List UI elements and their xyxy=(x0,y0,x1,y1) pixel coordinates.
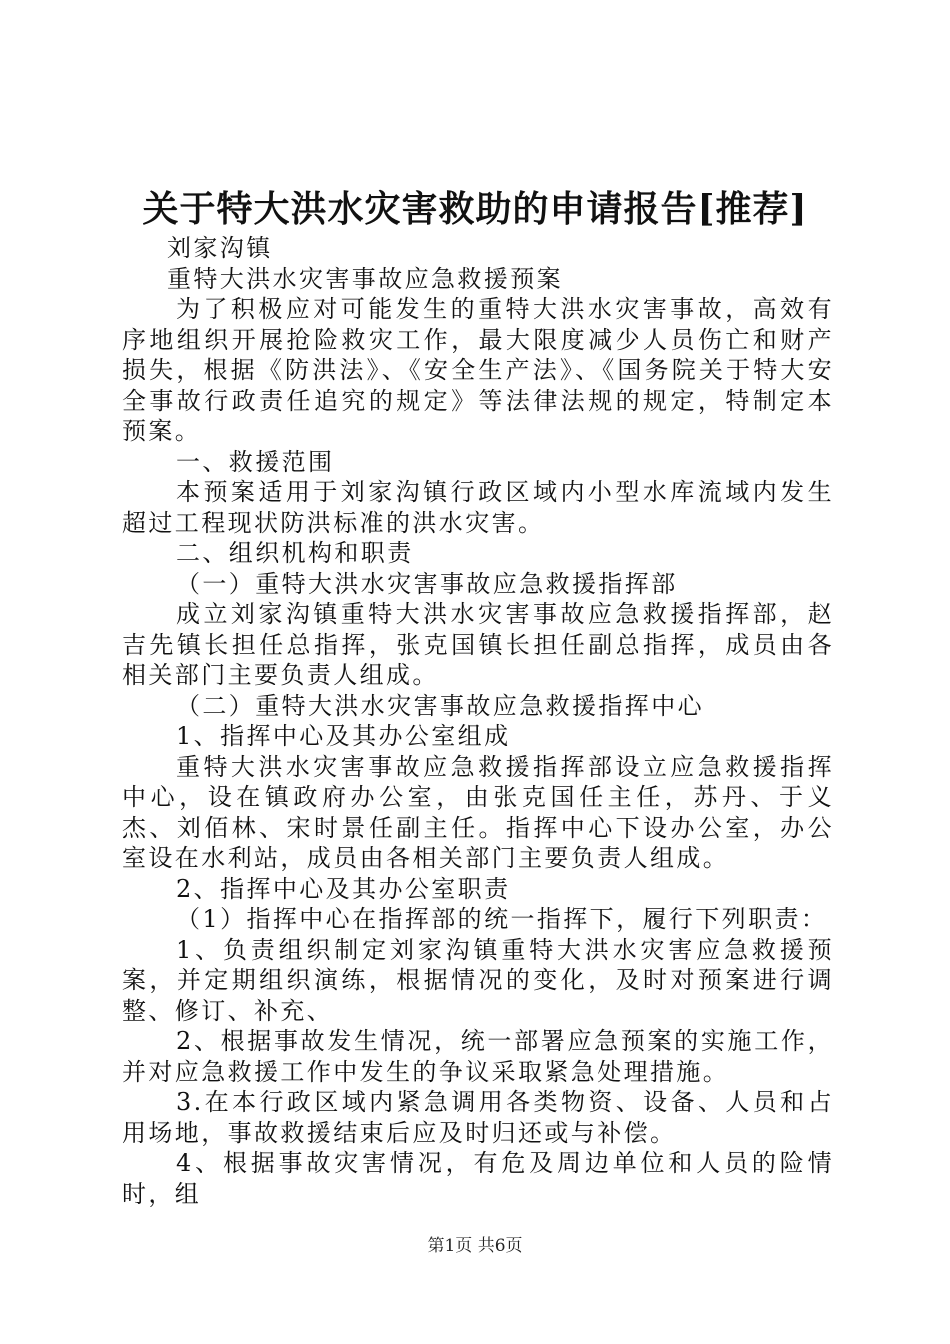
item-heading-center-composition: 1、指挥中心及其办公室组成 xyxy=(176,722,511,750)
document-body xyxy=(122,233,834,1209)
duty-item-4: 4、根据事故灾害情况，有危及周边单位和人员的险情时，组 xyxy=(122,1149,834,1208)
paragraph-duties-intro: （1）指挥中心在指挥部的统一指挥下，履行下列职责： xyxy=(176,905,828,933)
item-heading-center-duties: 2、指挥中心及其办公室职责 xyxy=(176,874,511,903)
duty-item-2: 2、根据事故发生情况，统一部署应急预案的实施工作，并对应急救援工作中发生的争议采取紧急处理措施。 xyxy=(122,1027,834,1086)
paragraph-center-composition: 重特大洪水灾害事故应急救援指挥部设立应急救援指挥中心，设在镇政府办公室，由张克国任主任，苏丹、于义杰、刘佰林、宋时景任副主任。指挥中心下设办公室，办公室设在水利站，成员由各相关部门主要负责人组成。 xyxy=(122,752,834,872)
paragraph-command: 成立刘家沟镇重特大洪水灾害事故应急救援指挥部，赵吉先镇长担任总指挥，张克国镇长担任副总指挥，成员由各相关部门主要负责人组成。 xyxy=(122,600,834,689)
paragraph-scope: 本预案适用于刘家沟镇行政区域内小型水库流域内发生超过工程现状防洪标准的洪水灾害。 xyxy=(122,478,834,537)
subsection-heading-command: （一）重特大洪水灾害事故应急救援指挥部 xyxy=(176,569,678,598)
section-heading-organization: 二、组织机构和职责 xyxy=(176,539,414,567)
subsection-heading-center: （二）重特大洪水灾害事故应急救援指挥中心 xyxy=(176,691,704,720)
section-heading-scope: 一、救援范围 xyxy=(176,447,335,476)
paragraph-plan-name: 重特大洪水灾害事故应急救援预案 xyxy=(167,264,563,293)
paragraph-purpose: 为了积极应对可能发生的重特大洪水灾害事故，高效有序地组织开展抢险救灾工作，最大限度减少人员伤亡和财产损失，根据《防洪法》、《安全生产法》、《国务院关于特大安全事故行政责任追究的规定》等法律法规的规定，特制定本预案。 xyxy=(122,295,834,445)
document-title: 关于特大洪水灾害救助的申请报告[推荐] xyxy=(142,188,808,230)
duty-item-1: 1、负责组织制定刘家沟镇重特大洪水灾害应急救援预案，并定期组织演练，根据情况的变化，及时对预案进行调整、修订、补充、 xyxy=(122,935,834,1025)
duty-item-3: 3.在本行政区域内紧急调用各类物资、设备、人员和占用场地，事故救援结束后应及时归还或与补偿。 xyxy=(122,1088,834,1147)
paragraph-town-name: 刘家沟镇 xyxy=(167,234,273,262)
page-footer: 第1页 共6页 xyxy=(427,1236,523,1256)
